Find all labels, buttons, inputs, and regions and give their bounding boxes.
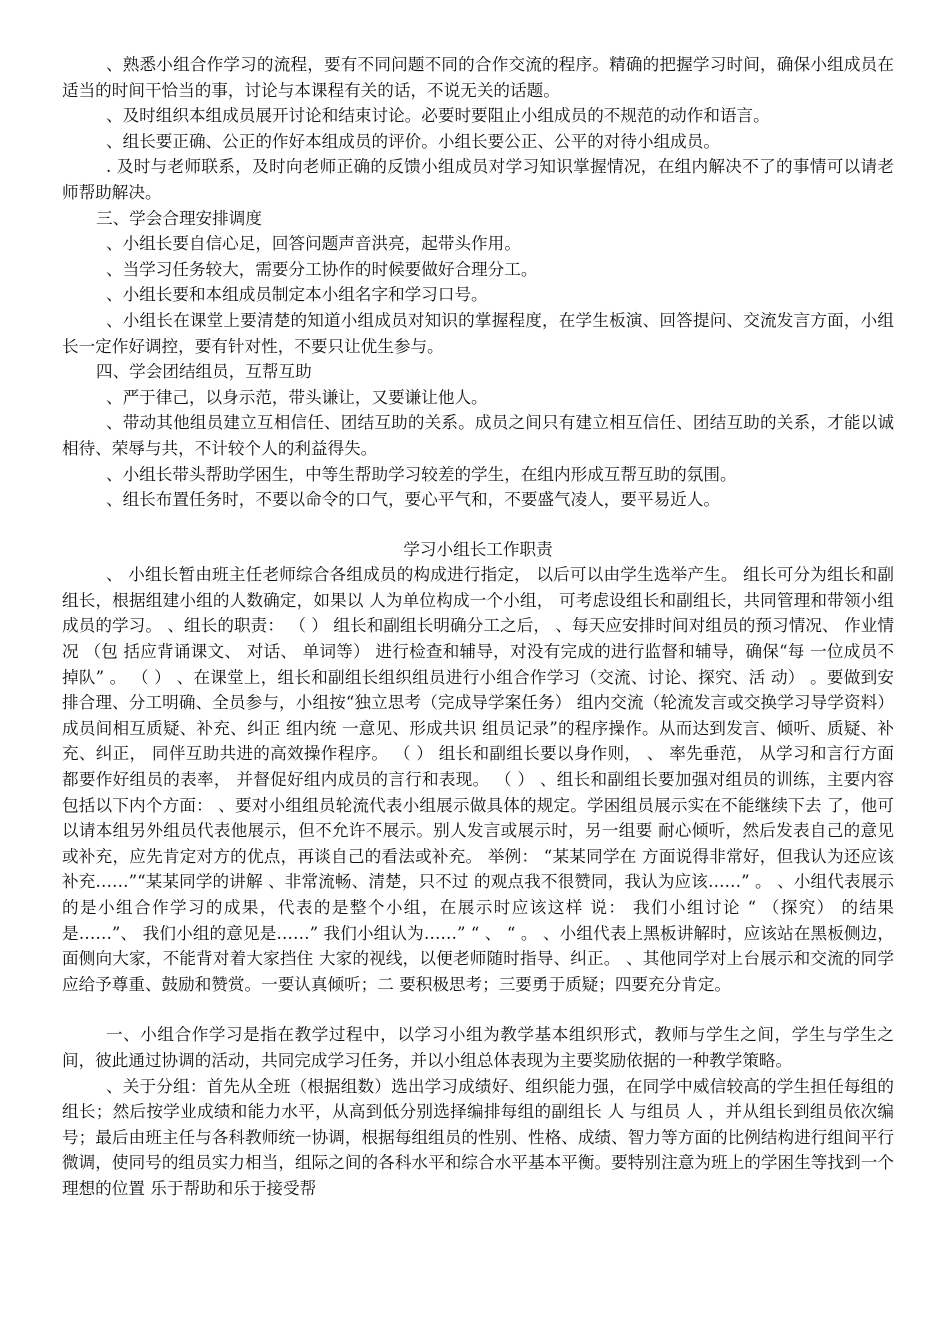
paragraph: 、小组长在课堂上要清楚的知道小组成员对知识的掌握程度，在学生板演、回答提问、交流发言方面，小组长一定作好调控，要有针对性，不要只让优生参与。 [62,310,894,356]
paragraph: 、当学习任务较大，需要分工协作的时候要做好合理分工。 [106,259,538,279]
paragraph: 、小组长要和本组成员制定本小组名字和学习口号。 [106,285,488,305]
paragraph: 、带动其他组员建立互相信任、团结互助的关系。成员之间只有建立相互信任、团结互助的关系，才能以诚相待、荣辱与共，不计较个人的利益得失。 [62,413,894,458]
spacer [62,997,894,1022]
paragraph: . 及时与老师联系，及时向老师正确的反馈小组成员对学习知识掌握情况，在组内解决不了的事情可以请老师帮助解决。 [62,157,894,202]
section-heading: 三、学会合理安排调度 [96,208,262,228]
paragraph: 、小组长带头帮助学困生，中等生帮助学习较差的学生，在组内形成互帮互助的氛围。 [106,464,737,484]
paragraph: 、组长要正确、公正的作好本组成员的评价。小组长要公正、公平的对待小组成员。 [106,131,720,151]
section-heading: 四、学会团结组员，互帮互助 [96,362,312,382]
paragraph: 、小组长要自信心足，回答问题声音洪亮，起带头作用。 [106,234,521,254]
paragraph: 、熟悉小组合作学习的流程，要有不同问题不同的合作交流的程序。精确的把握学习时间，确保小组成员在适当的时间干恰当的事，讨论与本课程有关的话，不说无关的话题。 [62,55,894,100]
paragraph: 、 小组长暂由班主任老师综合各组成员的构成进行指定， 以后可以由学生选举产生。 组长可分为组长和副组长，根据组建小组的人数确定，如果以 人为单位构成一个小组， 可考虑设组长和副组长，共同管理和带领小组成员的学习。 、组长的职责： （ ） 组长和副组长明确分工之后， 、每天应安排时间对组员的预习情况、 作业情况 （包 括应背诵课文、 对话、 单词等） 进行检查和辅导，对没有完成的进行监督和辅导，确保“每 一位成员不掉队” 。 （ ） 、在课堂上，组长和副组长组织组员进行小组合作学习（交流、讨论、探究、活 动） 。要做到安排合理、分工明确、全员参与，小组按“独立思考（完成导学案任务） 组内交流（轮流发言或交换学习导学资料） 成员间相互质疑、补充、纠正 组内统 一意见、形成共识 组员记录”的程序操作。从而达到发言、倾听、质疑、补充、纠正， 同伴互助共进的高效操作程序。 （ ） 组长和副组长要以身作则， 、 率先垂范， 从学习和言行方面都要作好组员的表率， 并督促好组内成员的言行和表现。 （ ） 、组长和副组长要加强对组员的训练，主要内容包括以下内个方面： 、要对小组组员轮流代表小组展示做具体的规定。学困组员展示实在不能继续下去 了，他可以请本组另外组员代表他展示，但不允许不展示。别人发言或展示时，另一组要 耐心倾听，然后发表自己的意见或补充，应先肯定对方的优点，再谈自己的看法或补充。 举例： “某某同学在 方面说得非常好，但我认为还应该补充……”“某某同学的讲解 、非常流畅、清楚，只不过 的观点我不很赞同，我认为应该……” 。 、小组代表展示的是小组合作学习的成果，代表的是整个小组，在展示时应该这样 说： 我们小组讨论 “ （探究） 的结果是……”、 我们小组的意见是……” 我们小组认为……” “ 、 “ 。 、小组代表上黑板讲解时，应该站在黑板侧边，面侧向大家，不能背对着大家挡住 大家的视线，以便老师随时指导、纠正。 、其他同学对上台展示和交流的同学应给予尊重、鼓励和赞赏。一要认真倾听；二 要积极思考；三要勇于质疑；四要充分肯定。 [62,565,894,994]
paragraph: 、组长布置任务时，不要以命令的口气，要心平气和，不要盛气凌人，要平易近人。 [106,490,720,510]
paragraph: 一、小组合作学习是指在教学过程中，以学习小组为教学基本组织形式，教师与学生之间，学生与学生之间，彼此通过协调的活动，共同完成学习任务，并以小组总体表现为主要奖励依据的一种教学策略。 [62,1025,894,1070]
document-title: 学习小组长工作职责 [403,539,553,559]
document-page [62,52,894,1202]
paragraph: 、严于律己，以身示范，带头谦让，又要谦让他人。 [106,387,488,407]
paragraph: 、及时组织本组成员展开讨论和结束讨论。必要时要阻止小组成员的不规范的动作和语言。 [106,106,770,126]
paragraph: 、关于分组：首先从全班（根据组数）选出学习成绩好、组织能力强，在同学中威信较高的学生担任每组的组长；然后按学业成绩和能力水平，从高到低分别选择编排每组的副组长 人 与组员 人 ，并从组长到组员依次编号；最后由班主任与各科教师统一协调，根据每组组员的性别、性格、成绩、智力等方面的比例结构进行组间平行微调，使同号的组员实力相当，组际之间的各科水平和综合水平基本平衡。要特别注意为班上的学困生等找到一个理想的位置 乐于帮助和乐于接受帮 [62,1076,894,1198]
